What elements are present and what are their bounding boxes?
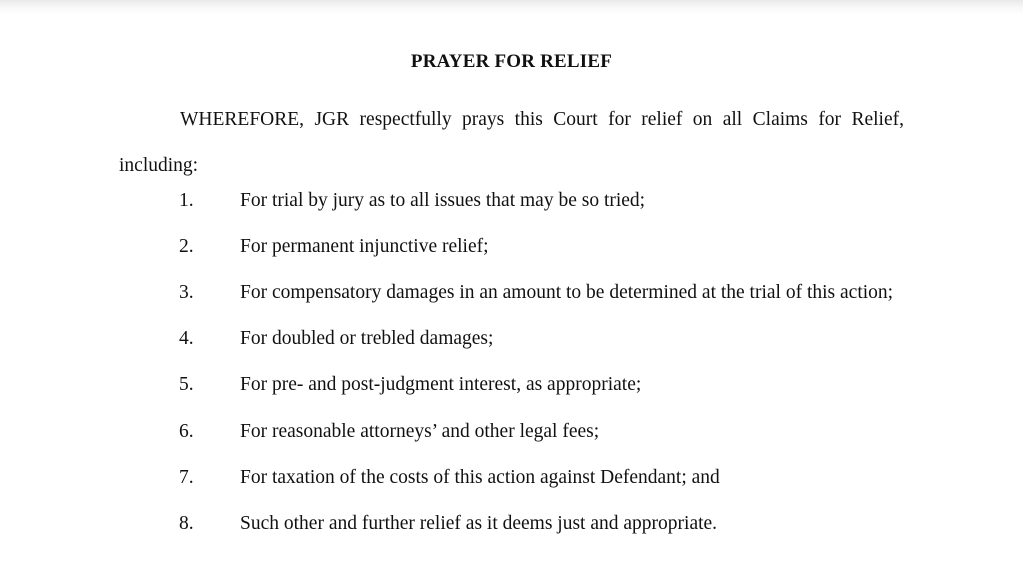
item-text: For permanent injunctive relief;	[240, 236, 489, 257]
intro-paragraph: WHEREFORE, JGR respectfully prays this Court for relief on all Claims for Relief, including:	[119, 109, 904, 176]
item-number: 5.	[179, 374, 194, 395]
section-heading: PRAYER FOR RELIEF	[410, 51, 613, 72]
item-text: For taxation of the costs of this action against Defendant; and	[240, 467, 720, 488]
item-number: 3.	[179, 282, 194, 303]
item-text: For compensatory damages in an amount to be determined at the trial of this action;	[240, 282, 894, 303]
item-number: 8.	[179, 513, 194, 534]
item-number: 1.	[179, 190, 194, 211]
item-number: 4.	[179, 328, 194, 349]
item-text: For trial by jury as to all issues that may be so tried;	[240, 190, 646, 211]
item-text: For reasonable attorneys’ and other legal fees;	[240, 421, 600, 442]
item-number: 6.	[179, 421, 194, 442]
item-text: For doubled or trebled damages;	[240, 328, 494, 349]
item-text: For pre- and post-judgment interest, as appropriate;	[240, 374, 642, 395]
item-text: Such other and further relief as it deems just and appropriate.	[240, 513, 718, 534]
item-number: 7.	[179, 467, 194, 488]
item-number: 2.	[179, 236, 194, 257]
